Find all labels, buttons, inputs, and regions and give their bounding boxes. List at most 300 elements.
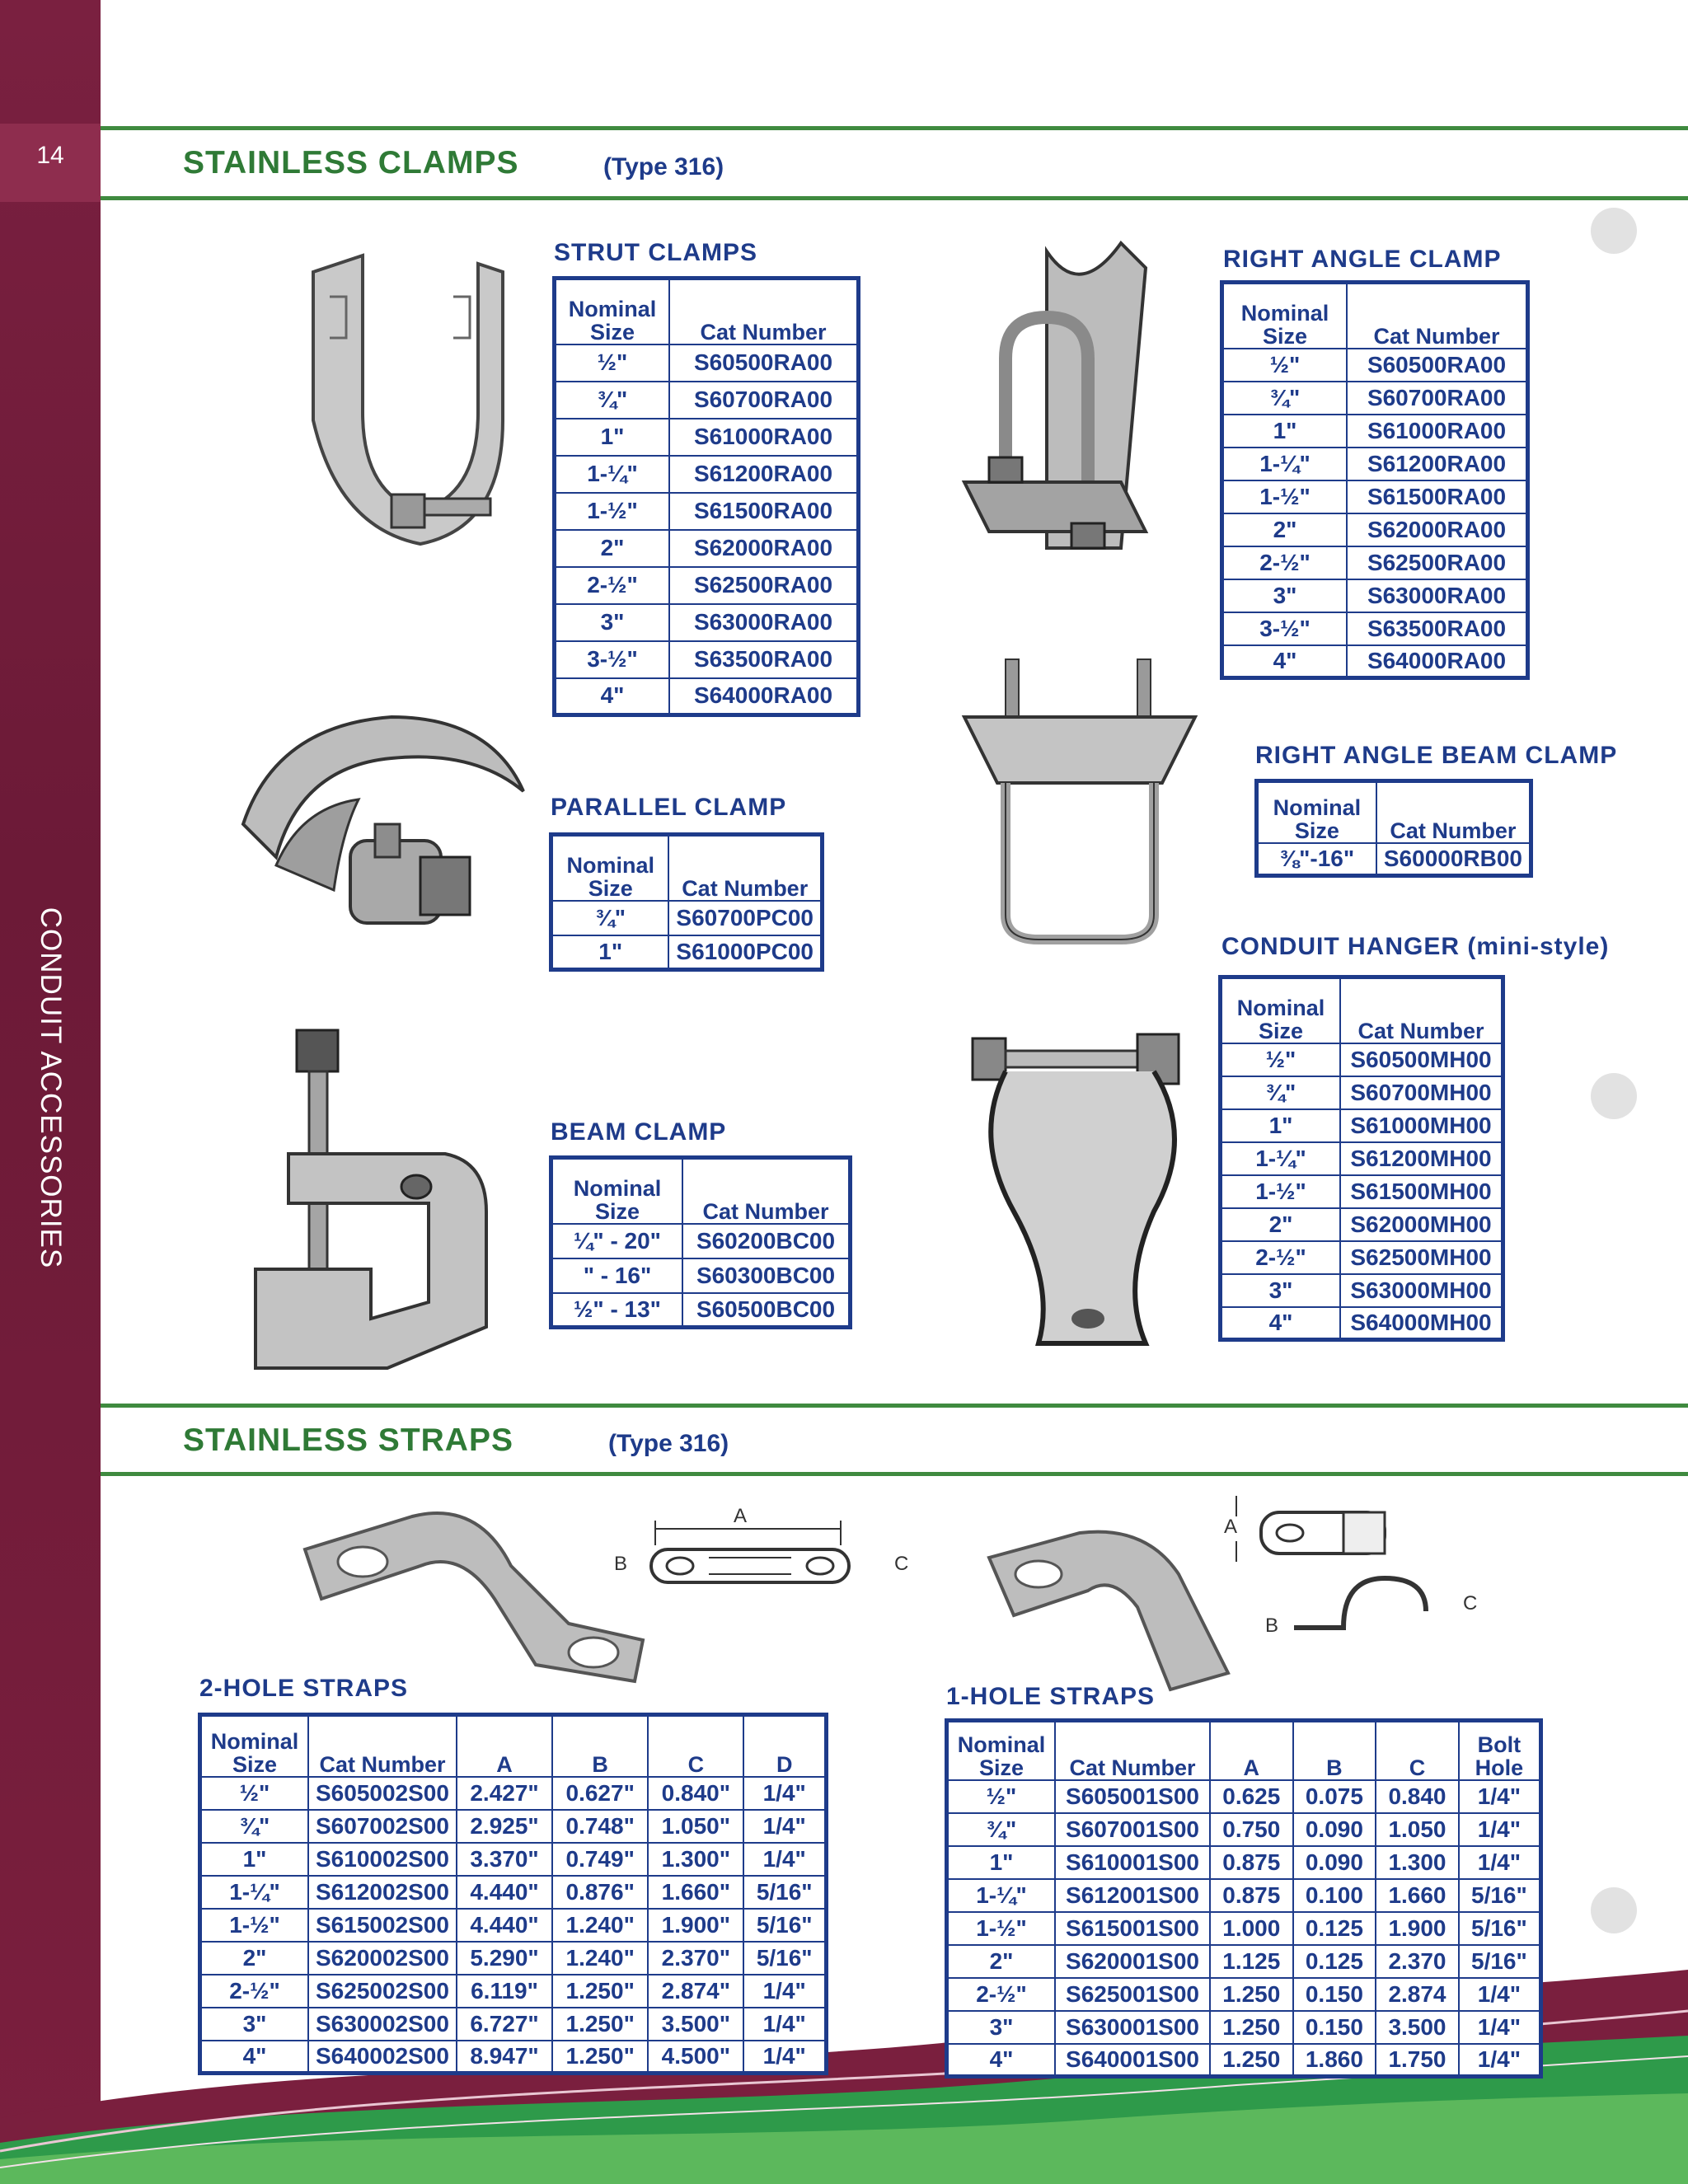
table-row: [947, 1978, 1541, 2011]
cell-size: ¾": [551, 901, 669, 935]
cell-b: 1.250": [552, 1975, 648, 2008]
cell-cat: S61500MH00: [1340, 1175, 1503, 1208]
dimension-label-b: B: [1265, 1615, 1279, 1637]
header-a: A: [457, 1715, 552, 1777]
cell-c: 1.050: [1376, 1813, 1459, 1846]
cell-size: 1": [551, 935, 669, 970]
cell-hole: 1/4": [1459, 1780, 1541, 1813]
header-c: C: [648, 1715, 743, 1777]
cell-size: ¼" - 20": [551, 1224, 683, 1258]
cell-a: 5.290": [457, 1942, 552, 1975]
cell-cat: S60700MH00: [1340, 1076, 1503, 1109]
header-d: D: [743, 1715, 826, 1777]
cell-cat: S62500RA00: [1347, 546, 1528, 579]
cell-b: 1.240": [552, 1909, 648, 1942]
cell-d: 5/16": [743, 1942, 826, 1975]
cell-b: 0.150: [1293, 2011, 1376, 2044]
header-a: A: [1210, 1721, 1293, 1780]
table-row: [555, 493, 859, 530]
cell-d: 1/4": [743, 2008, 826, 2041]
table-row: [1222, 579, 1528, 612]
cell-cat: S63500RA00: [669, 641, 859, 678]
cell-c: 0.840: [1376, 1780, 1459, 1813]
dimension-label-a: A: [734, 1505, 748, 1527]
table-row: [551, 1258, 851, 1293]
cell-cat: S60500BC00: [682, 1293, 851, 1328]
table-row: [947, 1780, 1541, 1813]
cell-size: 4": [947, 2044, 1056, 2077]
cell-cat: S605002S00: [308, 1777, 457, 1810]
cell-cat: S615001S00: [1055, 1912, 1210, 1945]
table-row: [555, 530, 859, 567]
header-cat-number: Cat Number: [1340, 977, 1503, 1043]
cell-cat: S63000MH00: [1340, 1274, 1503, 1307]
table-row: [1221, 1241, 1503, 1274]
cell-size: ½" - 13": [551, 1293, 683, 1328]
cell-b: 1.250": [552, 2041, 648, 2074]
header-cat-number: Cat Number: [669, 279, 859, 344]
side-label: CONDUIT ACCESSORIES: [35, 907, 67, 1269]
table-row: [947, 1879, 1541, 1912]
header-nominal-size: Nominal Size: [555, 279, 670, 344]
cell-cat: S61200RA00: [669, 456, 859, 493]
cell-cat: S60500MH00: [1340, 1043, 1503, 1076]
cell-d: 1/4": [743, 1975, 826, 2008]
table-row: [947, 1945, 1541, 1978]
table-row: [200, 1909, 827, 1942]
cell-c: 1.050": [648, 1810, 743, 1843]
cell-b: 0.125: [1293, 1945, 1376, 1978]
cell-size: 2-½": [200, 1975, 309, 2008]
cell-cat: S61000PC00: [668, 935, 822, 970]
table-row: [200, 1942, 827, 1975]
table-row: [1222, 645, 1528, 678]
cell-cat: S63500RA00: [1347, 612, 1528, 645]
cell-b: 0.876": [552, 1876, 648, 1909]
table-row: [551, 1224, 851, 1258]
cell-d: 1/4": [743, 1843, 826, 1876]
cell-cat: S60700RA00: [1347, 382, 1528, 415]
cell-cat: S625001S00: [1055, 1978, 1210, 2011]
header-rule-top: [101, 126, 1688, 130]
right-angle-clamp-table: [1220, 280, 1530, 680]
cell-c: 3.500": [648, 2008, 743, 2041]
cell-cat: S620002S00: [308, 1942, 457, 1975]
cell-size: " - 16": [551, 1258, 683, 1293]
cell-size: 4": [555, 678, 670, 715]
cell-size: 2": [200, 1942, 309, 1975]
cell-a: 3.370": [457, 1843, 552, 1876]
cell-hole: 1/4": [1459, 1978, 1541, 2011]
cell-a: 0.875: [1210, 1846, 1293, 1879]
table-row: [1222, 448, 1528, 480]
cell-cat: S605001S00: [1055, 1780, 1210, 1813]
cell-size: 1-¼": [555, 456, 670, 493]
table-row: [1221, 1208, 1503, 1241]
cell-cat: S610001S00: [1055, 1846, 1210, 1879]
table-row: [200, 1876, 827, 1909]
cell-b: 0.090: [1293, 1846, 1376, 1879]
table-row: [200, 2008, 827, 2041]
two-hole-straps-title: 2-HOLE STRAPS: [199, 1675, 409, 1702]
decorative-dot: [1591, 208, 1637, 254]
table-row: [555, 567, 859, 604]
cell-b: 0.150: [1293, 1978, 1376, 2011]
header-b: B: [1293, 1721, 1376, 1780]
cell-c: 3.500: [1376, 2011, 1459, 2044]
beam-clamp-image: [239, 1022, 511, 1376]
cell-size: 3": [947, 2011, 1056, 2044]
strut-clamps-table: [552, 276, 860, 717]
cell-size: 3": [1221, 1274, 1341, 1307]
cell-a: 6.727": [457, 2008, 552, 2041]
header-cat-number: Cat Number: [1376, 781, 1531, 843]
cell-size: 1": [947, 1846, 1056, 1879]
cell-c: 1.660": [648, 1876, 743, 1909]
cell-size: 4": [1221, 1307, 1341, 1340]
cell-d: 1/4": [743, 1810, 826, 1843]
table-row: [1221, 1109, 1503, 1142]
parallel-clamp-title: PARALLEL CLAMP: [551, 794, 787, 821]
right-angle-beam-clamp-title: RIGHT ANGLE BEAM CLAMP: [1255, 742, 1618, 769]
parallel-clamp-table: [549, 832, 824, 972]
cell-size: 2-½": [555, 567, 670, 604]
cell-cat: S620001S00: [1055, 1945, 1210, 1978]
cell-cat: S62000RA00: [669, 530, 859, 567]
cell-c: 2.370": [648, 1942, 743, 1975]
cell-size: 2": [1221, 1208, 1341, 1241]
table-row: [1221, 1076, 1503, 1109]
cell-size: 1": [200, 1843, 309, 1876]
one-hole-strap-image: [981, 1525, 1236, 1706]
cell-a: 2.427": [457, 1777, 552, 1810]
dimension-label-c: C: [894, 1553, 909, 1575]
clamps-section-title: STAINLESS CLAMPS: [183, 145, 519, 180]
table-row: [1222, 349, 1528, 382]
cell-hole: 5/16": [1459, 1912, 1541, 1945]
right-angle-clamp-title: RIGHT ANGLE CLAMP: [1223, 246, 1502, 273]
cell-cat: S630002S00: [308, 2008, 457, 2041]
cell-hole: 1/4": [1459, 1846, 1541, 1879]
cell-cat: S60300BC00: [682, 1258, 851, 1293]
one-hole-straps-title: 1-HOLE STRAPS: [946, 1683, 1156, 1710]
parallel-clamp-image: [227, 701, 532, 964]
cell-d: 5/16": [743, 1909, 826, 1942]
cell-size: ½": [1222, 349, 1348, 382]
cell-size: 3-½": [555, 641, 670, 678]
cell-b: 1.240": [552, 1942, 648, 1975]
straps-section-subtitle: (Type 316): [608, 1430, 729, 1457]
table-row: [947, 1846, 1541, 1879]
cell-size: 2": [947, 1945, 1056, 1978]
decorative-dot: [1591, 1887, 1637, 1933]
cell-a: 1.250: [1210, 1978, 1293, 2011]
two-hole-strap-diagram: [610, 1504, 923, 1619]
cell-size: 1-¼": [1221, 1142, 1341, 1175]
cell-size: 1-½": [555, 493, 670, 530]
table-row: [555, 604, 859, 641]
header-nominal-size: Nominal Size: [551, 1158, 683, 1224]
cell-hole: 5/16": [1459, 1879, 1541, 1912]
dimension-label-b: B: [614, 1553, 628, 1575]
cell-a: 1.000: [1210, 1912, 1293, 1945]
cell-hole: 1/4": [1459, 1813, 1541, 1846]
cell-a: 0.625: [1210, 1780, 1293, 1813]
table-row: [555, 382, 859, 419]
cell-a: 1.250: [1210, 2011, 1293, 2044]
cell-a: 6.119": [457, 1975, 552, 2008]
cell-c: 2.370: [1376, 1945, 1459, 1978]
cell-cat: S60200BC00: [682, 1224, 851, 1258]
cell-a: 1.250: [1210, 2044, 1293, 2077]
table-row: [200, 1810, 827, 1843]
cell-size: ¾": [1222, 382, 1348, 415]
cell-cat: S60700PC00: [668, 901, 822, 935]
table-row: [1222, 415, 1528, 448]
cell-size: ¾": [555, 382, 670, 419]
table-row: [555, 641, 859, 678]
cell-b: 1.250": [552, 2008, 648, 2041]
table-row: [1257, 843, 1531, 876]
cell-size: ¾": [1221, 1076, 1341, 1109]
header-nominal-size: Nominal Size: [200, 1715, 309, 1777]
right-angle-beam-clamp-table: [1254, 779, 1533, 878]
cell-a: 1.125: [1210, 1945, 1293, 1978]
conduit-hanger-title: CONDUIT HANGER (mini-style): [1221, 933, 1610, 960]
header-nominal-size: Nominal Size: [1222, 283, 1348, 349]
cell-b: 0.748": [552, 1810, 648, 1843]
header-nominal-size: Nominal Size: [1221, 977, 1341, 1043]
cell-cat: S62000RA00: [1347, 513, 1528, 546]
table-row: [1221, 1142, 1503, 1175]
beam-clamp-table: [549, 1155, 852, 1329]
cell-cat: S60700RA00: [669, 382, 859, 419]
table-row: [551, 935, 823, 970]
cell-b: 0.125: [1293, 1912, 1376, 1945]
cell-size: 3": [200, 2008, 309, 2041]
header-c: C: [1376, 1721, 1459, 1780]
header-bolt-hole: Bolt Hole: [1459, 1721, 1541, 1780]
decorative-dot: [1591, 1073, 1637, 1119]
cell-cat: S64000RA00: [1347, 645, 1528, 678]
cell-b: 1.860: [1293, 2044, 1376, 2077]
dimension-label-a: A: [1224, 1516, 1238, 1538]
cell-cat: S607002S00: [308, 1810, 457, 1843]
table-row: [555, 456, 859, 493]
table-row: [555, 344, 859, 382]
clamps-section-subtitle: (Type 316): [603, 153, 724, 180]
cell-size: 1-½": [200, 1909, 309, 1942]
cell-size: 2-½": [1222, 546, 1348, 579]
cell-cat: S612002S00: [308, 1876, 457, 1909]
cell-d: 1/4": [743, 2041, 826, 2074]
cell-cat: S640001S00: [1055, 2044, 1210, 2077]
table-row: [1222, 513, 1528, 546]
one-hole-straps-table: [945, 1718, 1543, 2079]
conduit-hanger-image: [956, 1005, 1203, 1360]
header-rule-bottom: [101, 196, 1688, 200]
cell-cat: S61000MH00: [1340, 1109, 1503, 1142]
cell-size: ¾": [947, 1813, 1056, 1846]
cell-a: 8.947": [457, 2041, 552, 2074]
cell-cat: S61200RA00: [1347, 448, 1528, 480]
cell-size: ½": [947, 1780, 1056, 1813]
cell-cat: S61200MH00: [1340, 1142, 1503, 1175]
table-row: [1222, 382, 1528, 415]
cell-size: 1-½": [947, 1912, 1056, 1945]
sidebar: [0, 0, 101, 2184]
table-row: [947, 1912, 1541, 1945]
cell-size: 1": [1222, 415, 1348, 448]
cell-size: 3-½": [1222, 612, 1348, 645]
table-row: [200, 2041, 827, 2074]
cell-cat: S630001S00: [1055, 2011, 1210, 2044]
cell-a: 2.925": [457, 1810, 552, 1843]
cell-c: 2.874: [1376, 1978, 1459, 2011]
table-row: [551, 1293, 851, 1328]
cell-size: 2-½": [1221, 1241, 1341, 1274]
cell-cat: S62000MH00: [1340, 1208, 1503, 1241]
header-nominal-size: Nominal Size: [1257, 781, 1376, 843]
dimension-label-c: C: [1463, 1592, 1478, 1615]
cell-a: 4.440": [457, 1876, 552, 1909]
table-row: [200, 1777, 827, 1810]
cell-cat: S610002S00: [308, 1843, 457, 1876]
header-cat-number: Cat Number: [682, 1158, 851, 1224]
cell-cat: S64000MH00: [1340, 1307, 1503, 1340]
cell-cat: S625002S00: [308, 1975, 457, 2008]
cell-c: 1.660: [1376, 1879, 1459, 1912]
cell-cat: S607001S00: [1055, 1813, 1210, 1846]
cell-cat: S615002S00: [308, 1909, 457, 1942]
cell-a: 4.440": [457, 1909, 552, 1942]
cell-b: 0.627": [552, 1777, 648, 1810]
cell-c: 1.300: [1376, 1846, 1459, 1879]
cell-size: ½": [555, 344, 670, 382]
cell-hole: 5/16": [1459, 1945, 1541, 1978]
cell-b: 0.100: [1293, 1879, 1376, 1912]
cell-size: ⅜"-16": [1257, 843, 1376, 876]
table-row: [551, 901, 823, 935]
one-hole-strap-diagram: [1220, 1488, 1500, 1661]
cell-size: 2": [1222, 513, 1348, 546]
cell-size: 1": [555, 419, 670, 456]
cell-b: 0.749": [552, 1843, 648, 1876]
header-nominal-size: Nominal Size: [947, 1721, 1056, 1780]
cell-size: 4": [200, 2041, 309, 2074]
header-cat-number: Cat Number: [1347, 283, 1528, 349]
cell-c: 1.300": [648, 1843, 743, 1876]
cell-cat: S640002S00: [308, 2041, 457, 2074]
cell-c: 4.500": [648, 2041, 743, 2074]
cell-hole: 1/4": [1459, 2044, 1541, 2077]
cell-c: 1.900": [648, 1909, 743, 1942]
header-cat-number: Cat Number: [1055, 1721, 1210, 1780]
cell-size: 4": [1222, 645, 1348, 678]
cell-d: 5/16": [743, 1876, 826, 1909]
beam-clamp-title: BEAM CLAMP: [551, 1118, 727, 1146]
right-angle-beam-clamp-image: [956, 651, 1203, 948]
cell-c: 1.900: [1376, 1912, 1459, 1945]
conduit-hanger-table: [1218, 975, 1505, 1342]
cell-cat: S63000RA00: [1347, 579, 1528, 612]
cell-cat: S64000RA00: [669, 678, 859, 715]
cell-size: ½": [200, 1777, 309, 1810]
cell-size: 1-¼": [200, 1876, 309, 1909]
cell-cat: S62500RA00: [669, 567, 859, 604]
cell-c: 2.874": [648, 1975, 743, 2008]
table-row: [200, 1975, 827, 2008]
strut-clamps-title: STRUT CLAMPS: [554, 239, 757, 266]
table-row: [947, 1813, 1541, 1846]
strut-clamp-image: [297, 247, 511, 560]
cell-hole: 1/4": [1459, 2011, 1541, 2044]
cell-size: ½": [1221, 1043, 1341, 1076]
table-row: [555, 419, 859, 456]
cell-b: 0.090: [1293, 1813, 1376, 1846]
cell-cat: S61500RA00: [669, 493, 859, 530]
right-angle-clamp-image: [956, 235, 1187, 565]
cell-size: 1-¼": [1222, 448, 1348, 480]
cell-size: 2-½": [947, 1978, 1056, 2011]
table-row: [1222, 480, 1528, 513]
cell-size: 3": [1222, 579, 1348, 612]
cell-cat: S62500MH00: [1340, 1241, 1503, 1274]
table-row: [200, 1843, 827, 1876]
cell-size: 3": [555, 604, 670, 641]
straps-section-title: STAINLESS STRAPS: [183, 1422, 513, 1458]
header-cat-number: Cat Number: [668, 835, 822, 901]
table-row: [947, 2011, 1541, 2044]
cell-size: 1-½": [1222, 480, 1348, 513]
cell-c: 0.840": [648, 1777, 743, 1810]
straps-rule-bottom: [101, 1472, 1688, 1476]
cell-a: 0.750: [1210, 1813, 1293, 1846]
header-cat-number: Cat Number: [308, 1715, 457, 1777]
cell-cat: S61500RA00: [1347, 480, 1528, 513]
table-row: [1221, 1175, 1503, 1208]
table-row: [1221, 1307, 1503, 1340]
header-nominal-size: Nominal Size: [551, 835, 669, 901]
cell-cat: S60500RA00: [1347, 349, 1528, 382]
table-row: [1222, 546, 1528, 579]
cell-d: 1/4": [743, 1777, 826, 1810]
table-row: [1221, 1274, 1503, 1307]
table-row: [555, 678, 859, 715]
cell-a: 0.875: [1210, 1879, 1293, 1912]
page-number: 14: [36, 142, 64, 169]
cell-cat: S61000RA00: [669, 419, 859, 456]
cell-size: 2": [555, 530, 670, 567]
header-b: B: [552, 1715, 648, 1777]
cell-cat: S63000RA00: [669, 604, 859, 641]
table-row: [947, 2044, 1541, 2077]
cell-c: 1.750: [1376, 2044, 1459, 2077]
cell-cat: S61000RA00: [1347, 415, 1528, 448]
cell-b: 0.075: [1293, 1780, 1376, 1813]
table-row: [1221, 1043, 1503, 1076]
cell-cat: S612001S00: [1055, 1879, 1210, 1912]
cell-size: ¾": [200, 1810, 309, 1843]
table-row: [1222, 612, 1528, 645]
cell-cat: S60500RA00: [669, 344, 859, 382]
two-hole-straps-table: [198, 1713, 828, 2075]
cell-size: 1-½": [1221, 1175, 1341, 1208]
cell-cat: S60000RB00: [1376, 843, 1531, 876]
straps-rule-top: [101, 1404, 1688, 1408]
cell-size: 1": [1221, 1109, 1341, 1142]
cell-size: 1-¼": [947, 1879, 1056, 1912]
